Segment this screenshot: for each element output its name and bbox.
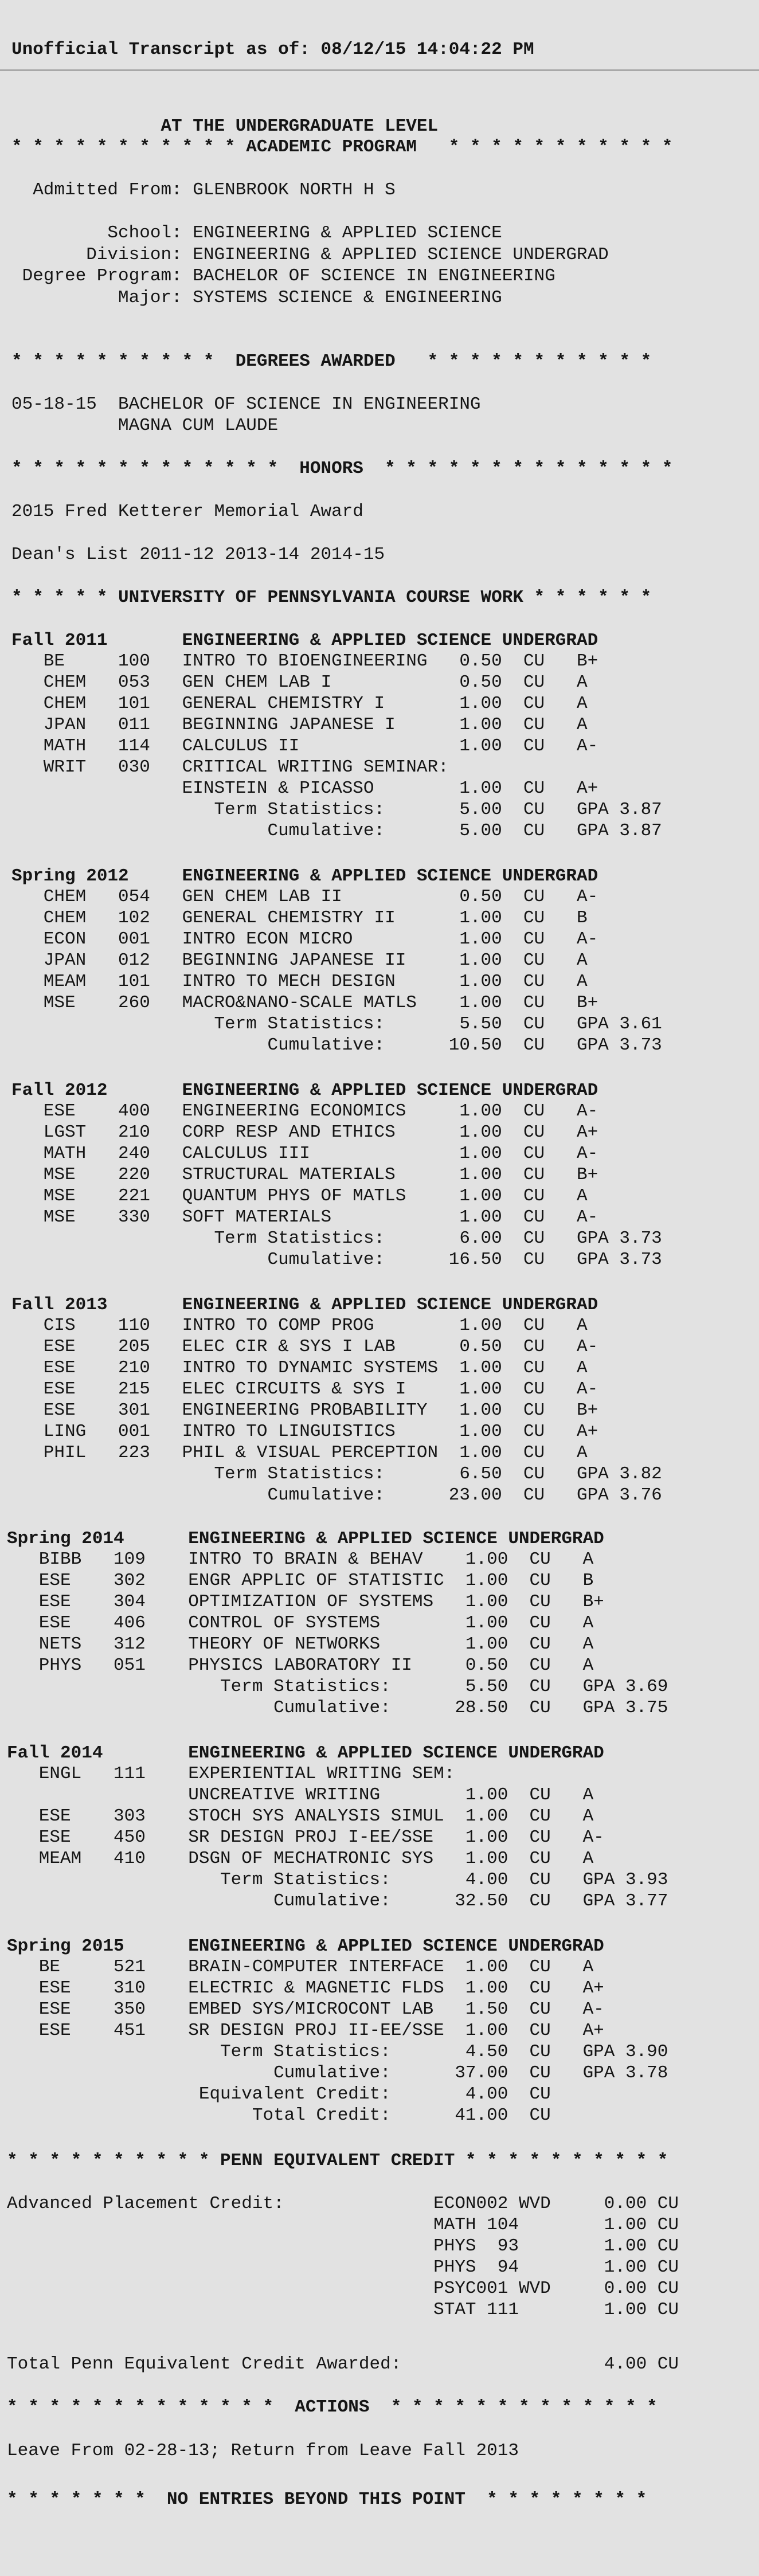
school-line: School: ENGINEERING & APPLIED SCIENCE xyxy=(11,223,502,243)
term-header-fall-2012: Fall 2012 ENGINEERING & APPLIED SCIENCE UNDERGRAD xyxy=(11,1080,598,1101)
course-line: ESE 451 SR DESIGN PROJ II-EE/SSE 1.00 CU A+ xyxy=(7,2021,604,2041)
course-work-banner: * * * * * UNIVERSITY OF PENNSYLVANIA COURSE WORK * * * * * * xyxy=(11,588,652,608)
cumulative-statistics: Cumulative: 5.00 CU GPA 3.87 xyxy=(11,821,662,841)
term-header-spring-2015: Spring 2015 ENGINEERING & APPLIED SCIENCE UNDERGRAD xyxy=(7,1936,604,1956)
course-line: CHEM 101 GENERAL CHEMISTRY I 1.00 CU A xyxy=(11,694,588,714)
course-line: ESE 406 CONTROL OF SYSTEMS 1.00 CU A xyxy=(7,1613,594,1633)
term-header-spring-2012: Spring 2012 ENGINEERING & APPLIED SCIENCE UNDERGRAD xyxy=(11,866,598,886)
cumulative-statistics: Cumulative: 28.50 CU GPA 3.75 xyxy=(7,1698,668,1718)
actions-banner: * * * * * * * * * * * * * ACTIONS * * * * * * * * * * * * * xyxy=(7,2397,658,2417)
honors-banner: * * * * * * * * * * * * * HONORS * * * * * * * * * * * * * * xyxy=(11,459,673,479)
course-line: UNCREATIVE WRITING 1.00 CU A xyxy=(7,1785,594,1805)
course-line: ESE 400 ENGINEERING ECONOMICS 1.00 CU A- xyxy=(11,1101,598,1121)
term-statistics: Term Statistics: 6.50 CU GPA 3.82 xyxy=(11,1464,662,1484)
term-statistics: Term Statistics: 5.50 CU GPA 3.69 xyxy=(7,1677,668,1697)
course-line: MATH 114 CALCULUS II 1.00 CU A- xyxy=(11,736,598,756)
course-line: NETS 312 THEORY OF NETWORKS 1.00 CU A xyxy=(7,1634,594,1654)
ap-credit-line: STAT 111 1.00 CU xyxy=(7,2300,679,2320)
course-line: JPAN 012 BEGINNING JAPANESE II 1.00 CU A xyxy=(11,950,588,970)
leave-action: Leave From 02-28-13; Return from Leave Fall 2013 xyxy=(7,2441,519,2461)
ap-credit-line: PSYC001 WVD 0.00 CU xyxy=(7,2279,679,2299)
course-line: MSE 220 STRUCTURAL MATERIALS 1.00 CU B+ xyxy=(11,1165,598,1185)
course-line: MEAM 101 INTRO TO MECH DESIGN 1.00 CU A xyxy=(11,972,588,992)
course-line: ECON 001 INTRO ECON MICRO 1.00 CU A- xyxy=(11,929,598,949)
ap-credit-line: PHYS 94 1.00 CU xyxy=(7,2257,679,2277)
term-header-fall-2011: Fall 2011 ENGINEERING & APPLIED SCIENCE UNDERGRAD xyxy=(11,631,598,651)
level-line: AT THE UNDERGRADUATE LEVEL xyxy=(11,116,439,136)
course-line: CIS 110 INTRO TO COMP PROG 1.00 CU A xyxy=(11,1316,588,1336)
term-statistics: Term Statistics: 4.50 CU GPA 3.90 xyxy=(7,2042,668,2062)
ap-credit-line: MATH 104 1.00 CU xyxy=(7,2215,679,2235)
division-line: Division: ENGINEERING & APPLIED SCIENCE UNDERGRAD xyxy=(11,245,609,265)
penn-equivalent-banner: * * * * * * * * * * PENN EQUIVALENT CREDIT * * * * * * * * * * xyxy=(7,2151,668,2171)
course-line: ESE 301 ENGINEERING PROBABILITY 1.00 CU B+ xyxy=(11,1400,598,1420)
course-line: MEAM 410 DSGN OF MECHATRONIC SYS 1.00 CU A xyxy=(7,1849,594,1869)
cumulative-statistics: Cumulative: 10.50 CU GPA 3.73 xyxy=(11,1035,662,1055)
course-line: MSE 260 MACRO&NANO-SCALE MATLS 1.00 CU B+ xyxy=(11,993,598,1013)
course-line: WRIT 030 CRITICAL WRITING SEMINAR: xyxy=(11,757,449,777)
course-line: BE 521 BRAIN-COMPUTER INTERFACE 1.00 CU A xyxy=(7,1957,594,1977)
course-line: BE 100 INTRO TO BIOENGINEERING 0.50 CU B+ xyxy=(11,651,598,671)
course-line: MSE 221 QUANTUM PHYS OF MATLS 1.00 CU A xyxy=(11,1186,588,1206)
ap-credit-line: Advanced Placement Credit: ECON002 WVD 0.00 CU xyxy=(7,2194,679,2214)
course-line: ESE 210 INTRO TO DYNAMIC SYSTEMS 1.00 CU A xyxy=(11,1358,588,1378)
cumulative-statistics: Cumulative: 37.00 CU GPA 3.78 xyxy=(7,2063,668,2083)
degree-line: 05-18-15 BACHELOR OF SCIENCE IN ENGINEERING xyxy=(11,394,481,414)
term-statistics: Term Statistics: 6.00 CU GPA 3.73 xyxy=(11,1228,662,1248)
degree-honor-line: MAGNA CUM LAUDE xyxy=(11,416,279,436)
cumulative-statistics: Cumulative: 16.50 CU GPA 3.73 xyxy=(11,1250,662,1270)
course-line: ESE 302 ENGR APPLIC OF STATISTIC 1.00 CU B xyxy=(7,1571,594,1591)
total-credit: Total Credit: 41.00 CU xyxy=(7,2105,551,2125)
honor-award: 2015 Fred Ketterer Memorial Award xyxy=(11,502,363,522)
course-line: ESE 310 ELECTRIC & MAGNETIC FLDS 1.00 CU A+ xyxy=(7,1978,604,1998)
course-line: ENGL 111 EXPERIENTIAL WRITING SEM: xyxy=(7,1764,455,1784)
course-line: MATH 240 CALCULUS III 1.00 CU A- xyxy=(11,1144,598,1164)
ap-credit-line: PHYS 93 1.00 CU xyxy=(7,2236,679,2256)
degree-program-line: Degree Program: BACHELOR OF SCIENCE IN ENGINEERING xyxy=(11,266,555,286)
course-line: EINSTEIN & PICASSO 1.00 CU A+ xyxy=(11,778,598,798)
transcript-title: Unofficial Transcript as of: 08/12/15 14:04:22 PM xyxy=(11,40,534,60)
admitted-from: Admitted From: GLENBROOK NORTH H S xyxy=(11,180,396,200)
course-line: MSE 330 SOFT MATERIALS 1.00 CU A- xyxy=(11,1207,598,1227)
term-header-fall-2014: Fall 2014 ENGINEERING & APPLIED SCIENCE UNDERGRAD xyxy=(7,1743,604,1763)
equivalent-credit: Equivalent Credit: 4.00 CU xyxy=(7,2084,551,2104)
degrees-awarded-banner: * * * * * * * * * * DEGREES AWARDED * * * * * * * * * * * xyxy=(11,351,652,371)
term-statistics: Term Statistics: 5.50 CU GPA 3.61 xyxy=(11,1014,662,1034)
term-statistics: Term Statistics: 5.00 CU GPA 3.87 xyxy=(11,800,662,820)
academic-program-banner: * * * * * * * * * * * ACADEMIC PROGRAM * * * * * * * * * * * xyxy=(11,137,673,157)
course-line: JPAN 011 BEGINNING JAPANESE I 1.00 CU A xyxy=(11,715,588,735)
cumulative-statistics: Cumulative: 32.50 CU GPA 3.77 xyxy=(7,1891,668,1911)
course-line: CHEM 102 GENERAL CHEMISTRY II 1.00 CU B xyxy=(11,908,588,928)
end-of-transcript-banner: * * * * * * * NO ENTRIES BEYOND THIS POINT * * * * * * * * xyxy=(7,2489,647,2510)
major-line: Major: SYSTEMS SCIENCE & ENGINEERING xyxy=(11,288,502,308)
course-line: PHIL 223 PHIL & VISUAL PERCEPTION 1.00 CU A xyxy=(11,1443,588,1463)
course-line: ESE 215 ELEC CIRCUITS & SYS I 1.00 CU A- xyxy=(11,1379,598,1399)
cumulative-statistics: Cumulative: 23.00 CU GPA 3.76 xyxy=(11,1485,662,1505)
term-header-spring-2014: Spring 2014 ENGINEERING & APPLIED SCIENCE UNDERGRAD xyxy=(7,1529,604,1549)
title-divider xyxy=(0,69,759,71)
course-line: LGST 210 CORP RESP AND ETHICS 1.00 CU A+ xyxy=(11,1122,598,1142)
course-line: BIBB 109 INTRO TO BRAIN & BEHAV 1.00 CU A xyxy=(7,1549,594,1569)
course-line: CHEM 054 GEN CHEM LAB II 0.50 CU A- xyxy=(11,887,598,907)
course-line: LING 001 INTRO TO LINGUISTICS 1.00 CU A+ xyxy=(11,1422,598,1442)
course-line: ESE 205 ELEC CIR & SYS I LAB 0.50 CU A- xyxy=(11,1337,598,1357)
deans-list: Dean's List 2011-12 2013-14 2014-15 xyxy=(11,545,385,565)
term-statistics: Term Statistics: 4.00 CU GPA 3.93 xyxy=(7,1870,668,1890)
course-line: ESE 450 SR DESIGN PROJ I-EE/SSE 1.00 CU A- xyxy=(7,1827,604,1847)
course-line: CHEM 053 GEN CHEM LAB I 0.50 CU A xyxy=(11,672,588,692)
course-line: PHYS 051 PHYSICS LABORATORY II 0.50 CU A xyxy=(7,1655,594,1675)
course-line: ESE 304 OPTIMIZATION OF SYSTEMS 1.00 CU B+ xyxy=(7,1592,604,1612)
term-header-fall-2013: Fall 2013 ENGINEERING & APPLIED SCIENCE UNDERGRAD xyxy=(11,1295,598,1315)
penn-equivalent-total: Total Penn Equivalent Credit Awarded: 4.00 CU xyxy=(7,2354,679,2374)
course-line: ESE 303 STOCH SYS ANALYSIS SIMUL 1.00 CU A xyxy=(7,1806,594,1826)
course-line: ESE 350 EMBED SYS/MICROCONT LAB 1.50 CU A- xyxy=(7,1999,604,2019)
